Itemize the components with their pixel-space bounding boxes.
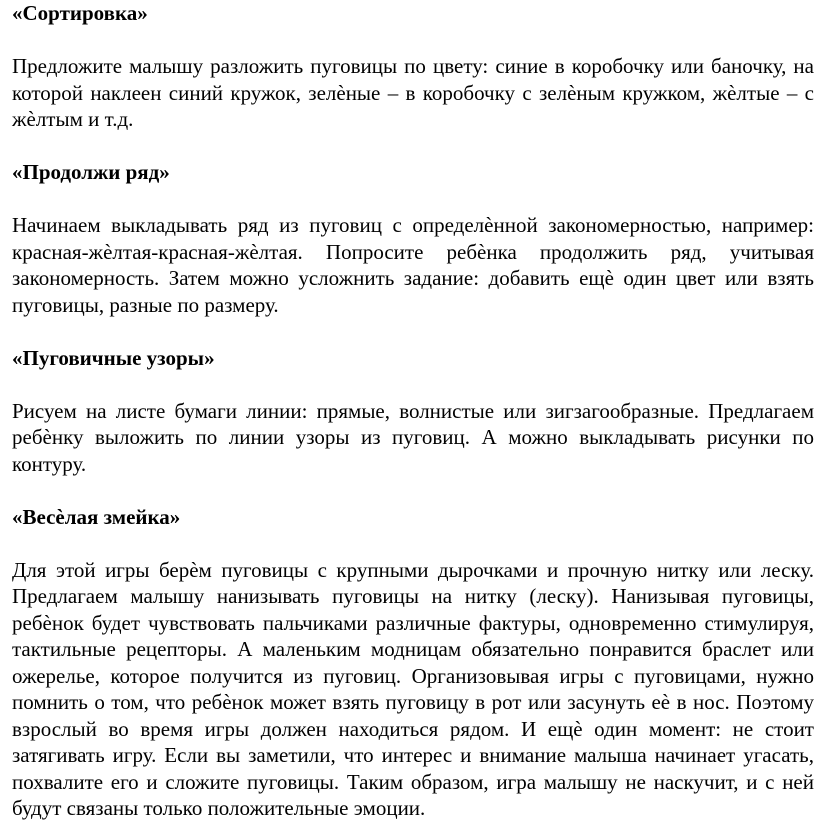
spacer	[12, 186, 814, 213]
section-heading-merry-snake: «Весѐлая змейка»	[12, 504, 181, 529]
section-text-button-patterns: Рисуем на листе бумаги линии: прямые, волнистые или зигзагообразные. Предлагаем ребѐнку выложить по линии узоры из пуговиц. А можно выкладывать рисунки по контуру.	[12, 398, 814, 476]
section-text-continue-row: Начинаем выкладывать ряд из пуговиц с определѐнной закономерностью, например: красная-жѐлтая-красная-жѐлтая. Попросите ребѐнка продолжить ряд, учитывая закономерность. Затем можно усложнить задание: добавить ещѐ один цвет или взять пуговицы, разные по размеру.	[12, 213, 814, 317]
section-text-merry-snake: Для этой игры берѐм пуговицы с крупными дырочками и прочную нитку или леску. Предлагаем малышу нанизывать пуговицы на нитку (леску). Нанизывая пуговицы, ребѐнок будет чувствовать пальчиками различные фактуры, одновременно стимулируя, тактильные рецепторы. А маленьким модницам обязательно понравится браслет или ожерелье, которое получится из пуговиц. Организовывая игры с пуговицами, нужно помнить о том, что ребѐнок может взять пуговицу в рот или засунуть еѐ в нос. Поэтому взрослый во время игры должен находиться рядом. И ещѐ один момент: не стоит затягивать игру. Если вы заметили, что интерес и внимание малыша начинает угасать, похвалите его и сложите пуговицы. Таким образом, игра малышу не наскучит, и с ней будут связаны только положительные эмоции.	[12, 557, 814, 820]
section-text-sorting: Предложите малышу разложить пуговицы по цвету: синие в коробочку или баночку, на которой наклеен синий кружок, зелѐные – в коробочку с зелѐным кружком, жѐлтые – с жѐлтым и т.д.	[12, 54, 814, 131]
section-heading-continue-row: «Продолжи ряд»	[12, 160, 170, 184]
spacer	[12, 318, 814, 345]
section-heading-button-patterns: «Пуговичные узоры»	[12, 345, 215, 370]
spacer	[12, 27, 814, 54]
section-heading-sorting: «Сортировка»	[12, 1, 148, 25]
spacer	[12, 477, 814, 504]
document-page	[12, 0, 814, 822]
spacer	[12, 371, 814, 398]
spacer	[12, 133, 814, 160]
spacer	[12, 530, 814, 557]
